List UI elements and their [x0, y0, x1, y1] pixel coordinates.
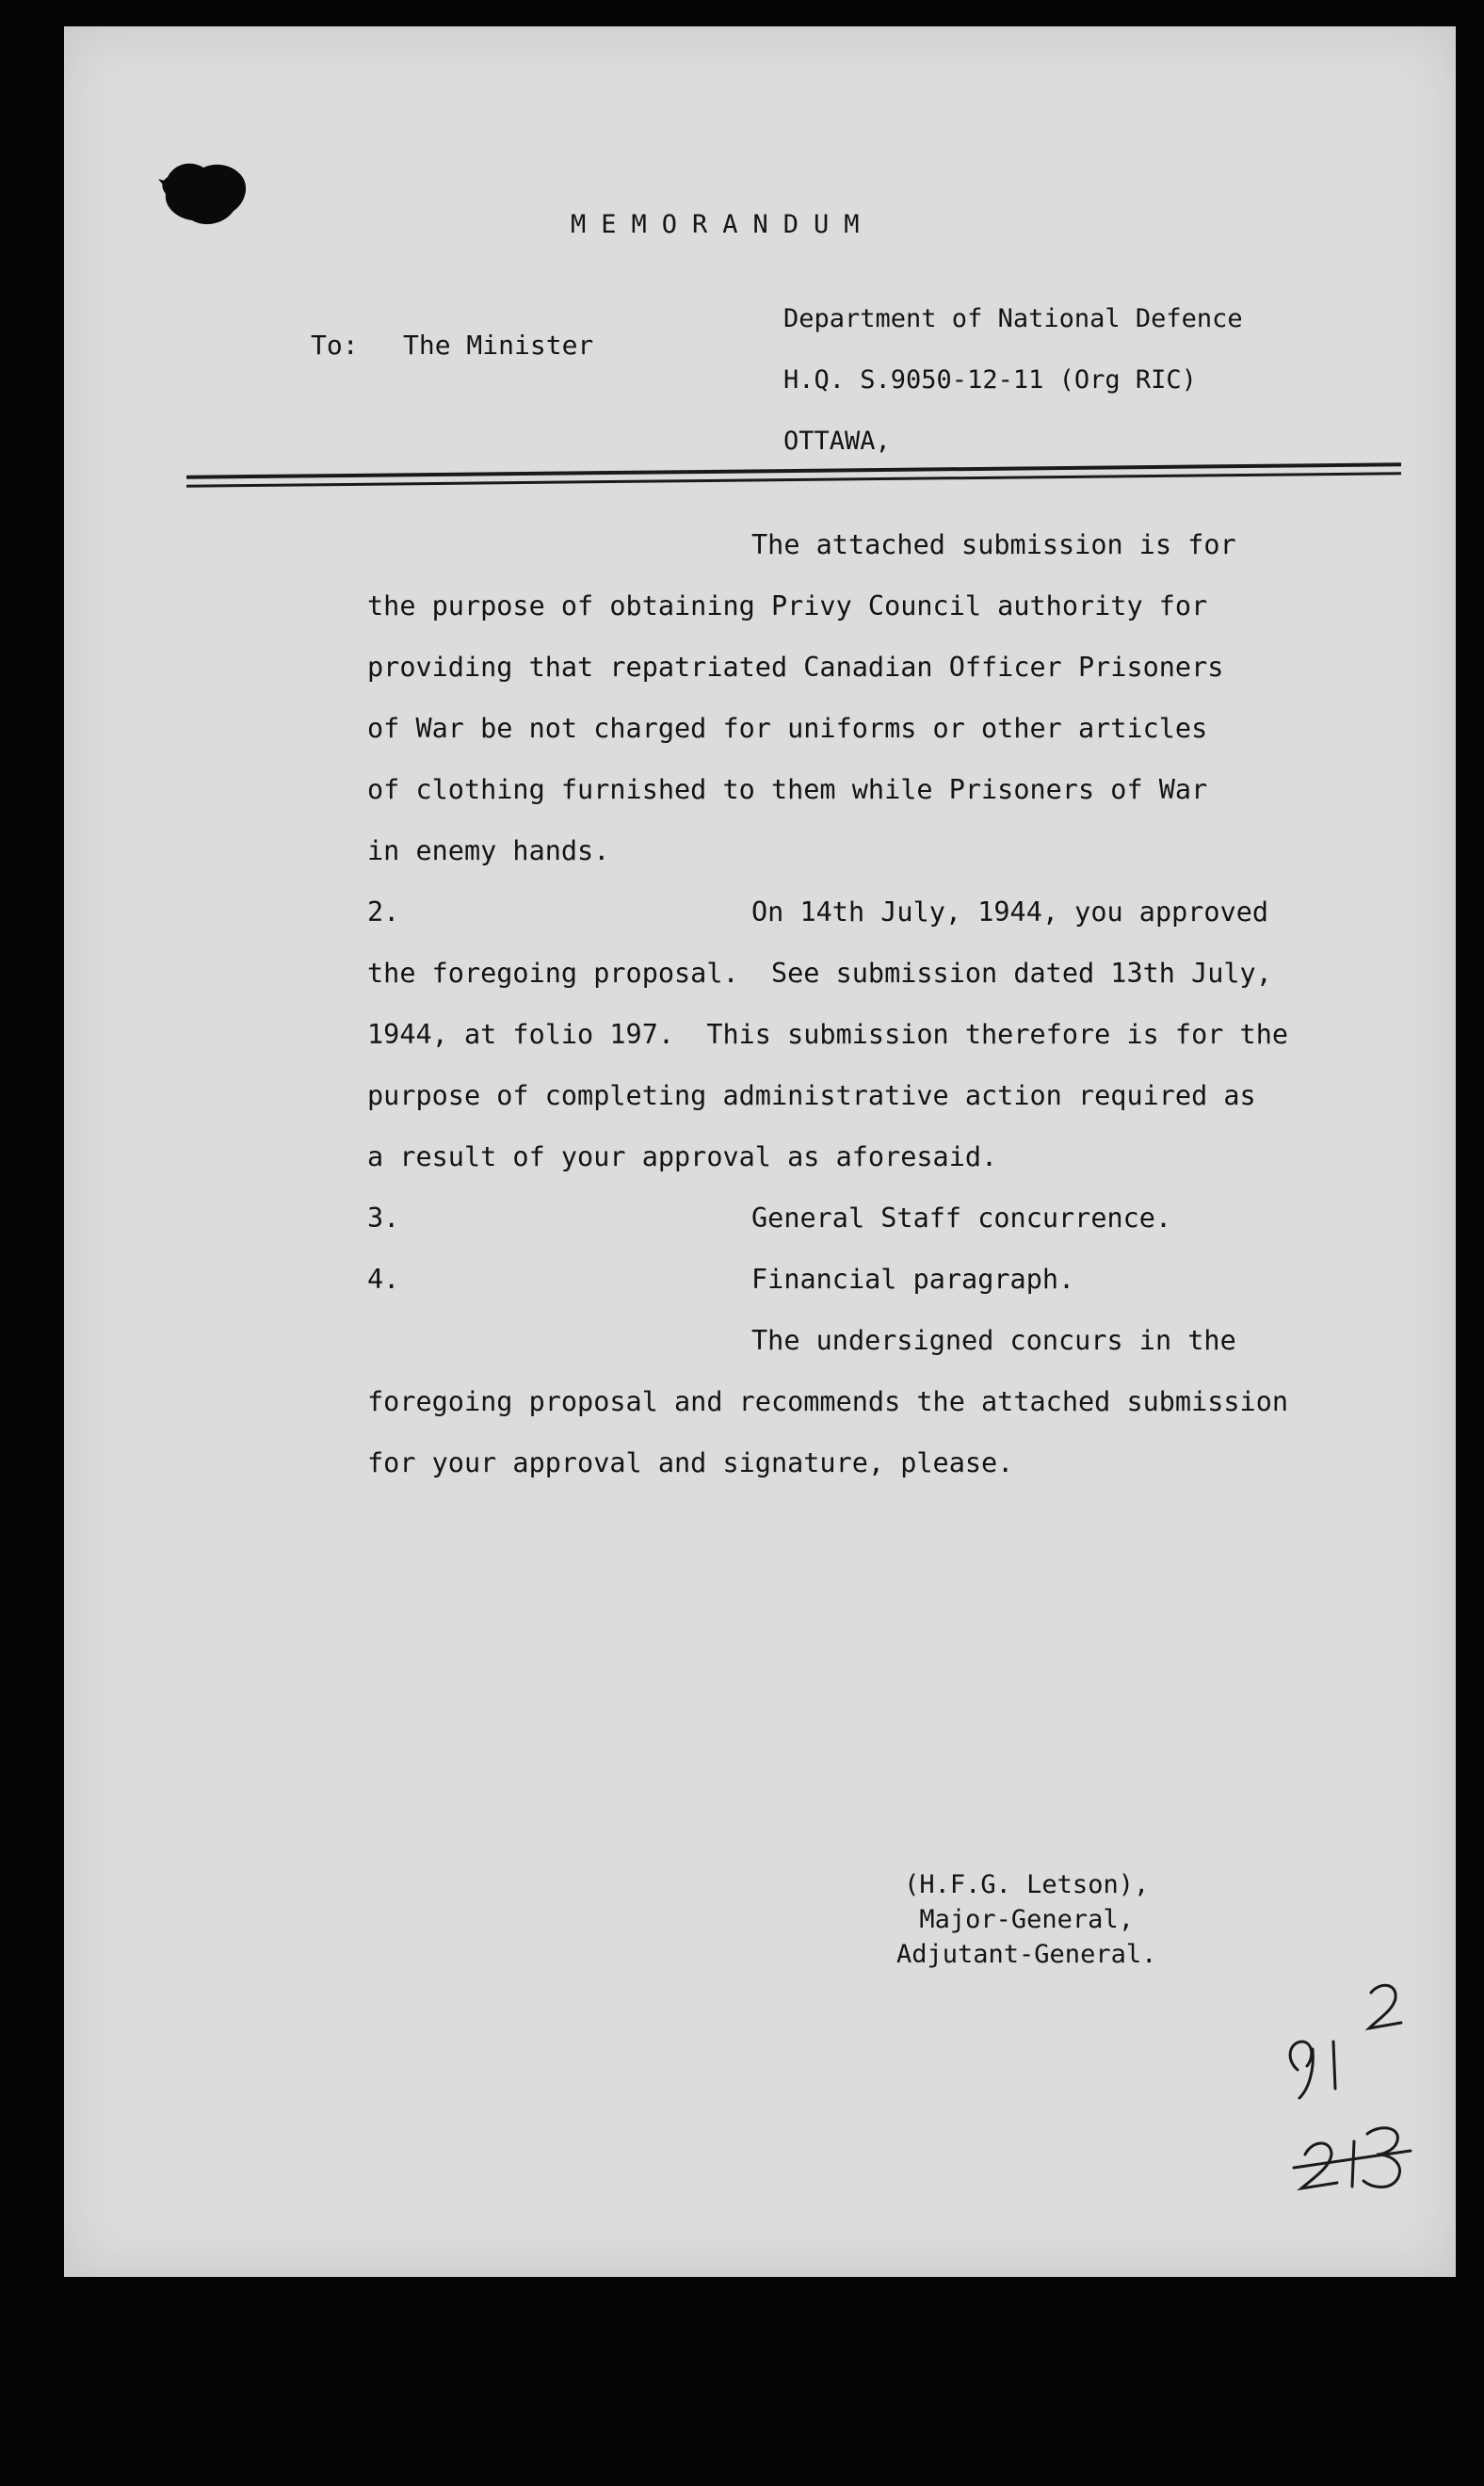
- body-line: 1944, at folio 197. This submission therefore is for the: [367, 1019, 1289, 1050]
- paragraph-number: 4.: [367, 1264, 400, 1295]
- to-label: To:: [311, 330, 359, 361]
- body-line: The undersigned concurs in the: [751, 1325, 1236, 1356]
- recipient-name: The Minister: [403, 330, 594, 361]
- file-reference: H.Q. S.9050-12-11 (Org RIC): [783, 365, 1197, 395]
- signatory-name: (H.F.G. Letson),: [904, 1870, 1150, 1899]
- body-line: of clothing furnished to them while Prisoners of War: [367, 774, 1208, 805]
- body-line: The attached submission is for: [751, 529, 1236, 560]
- body-line: On 14th July, 1944, you approved: [751, 896, 1269, 928]
- body-line: a result of your approval as aforesaid.: [367, 1141, 998, 1172]
- body-line: of War be not charged for uniforms or other articles: [367, 713, 1208, 744]
- body-line: for your approval and signature, please.: [367, 1447, 1014, 1478]
- body-line: the foregoing proposal. See submission dated 13th July,: [367, 958, 1272, 989]
- ink-blot-mark: [158, 158, 252, 229]
- signature-block: [896, 1867, 1156, 1972]
- department-name: Department of National Defence: [783, 304, 1243, 333]
- memo-title: MEMORANDUM: [571, 210, 875, 239]
- body-line: Financial paragraph.: [751, 1264, 1075, 1295]
- paragraph-3: [367, 1187, 1412, 1249]
- handwritten-folio-numbers: [1260, 1966, 1448, 2192]
- body-line: in enemy hands.: [367, 835, 610, 866]
- paragraph-number: 2.: [367, 896, 400, 928]
- body-line: providing that repatriated Canadian Officer Prisoners: [367, 652, 1224, 683]
- memo-body: [367, 514, 1412, 1493]
- signatory-rank: Major-General,: [919, 1905, 1134, 1934]
- paragraph-2-start: [367, 881, 1412, 943]
- sender-block: [783, 288, 1243, 472]
- body-line: General Staff concurrence.: [751, 1203, 1172, 1234]
- body-line: purpose of completing administrative action required as: [367, 1080, 1256, 1111]
- paragraph-4: [367, 1249, 1412, 1310]
- signatory-title: Adjutant-General.: [896, 1940, 1157, 1969]
- body-line: foregoing proposal and recommends the attached submission: [367, 1386, 1289, 1417]
- memo-page: [64, 26, 1456, 2277]
- city-line: OTTAWA,: [783, 427, 891, 456]
- body-line: the purpose of obtaining Privy Council authority for: [367, 590, 1208, 622]
- paragraph-number: 3.: [367, 1203, 400, 1234]
